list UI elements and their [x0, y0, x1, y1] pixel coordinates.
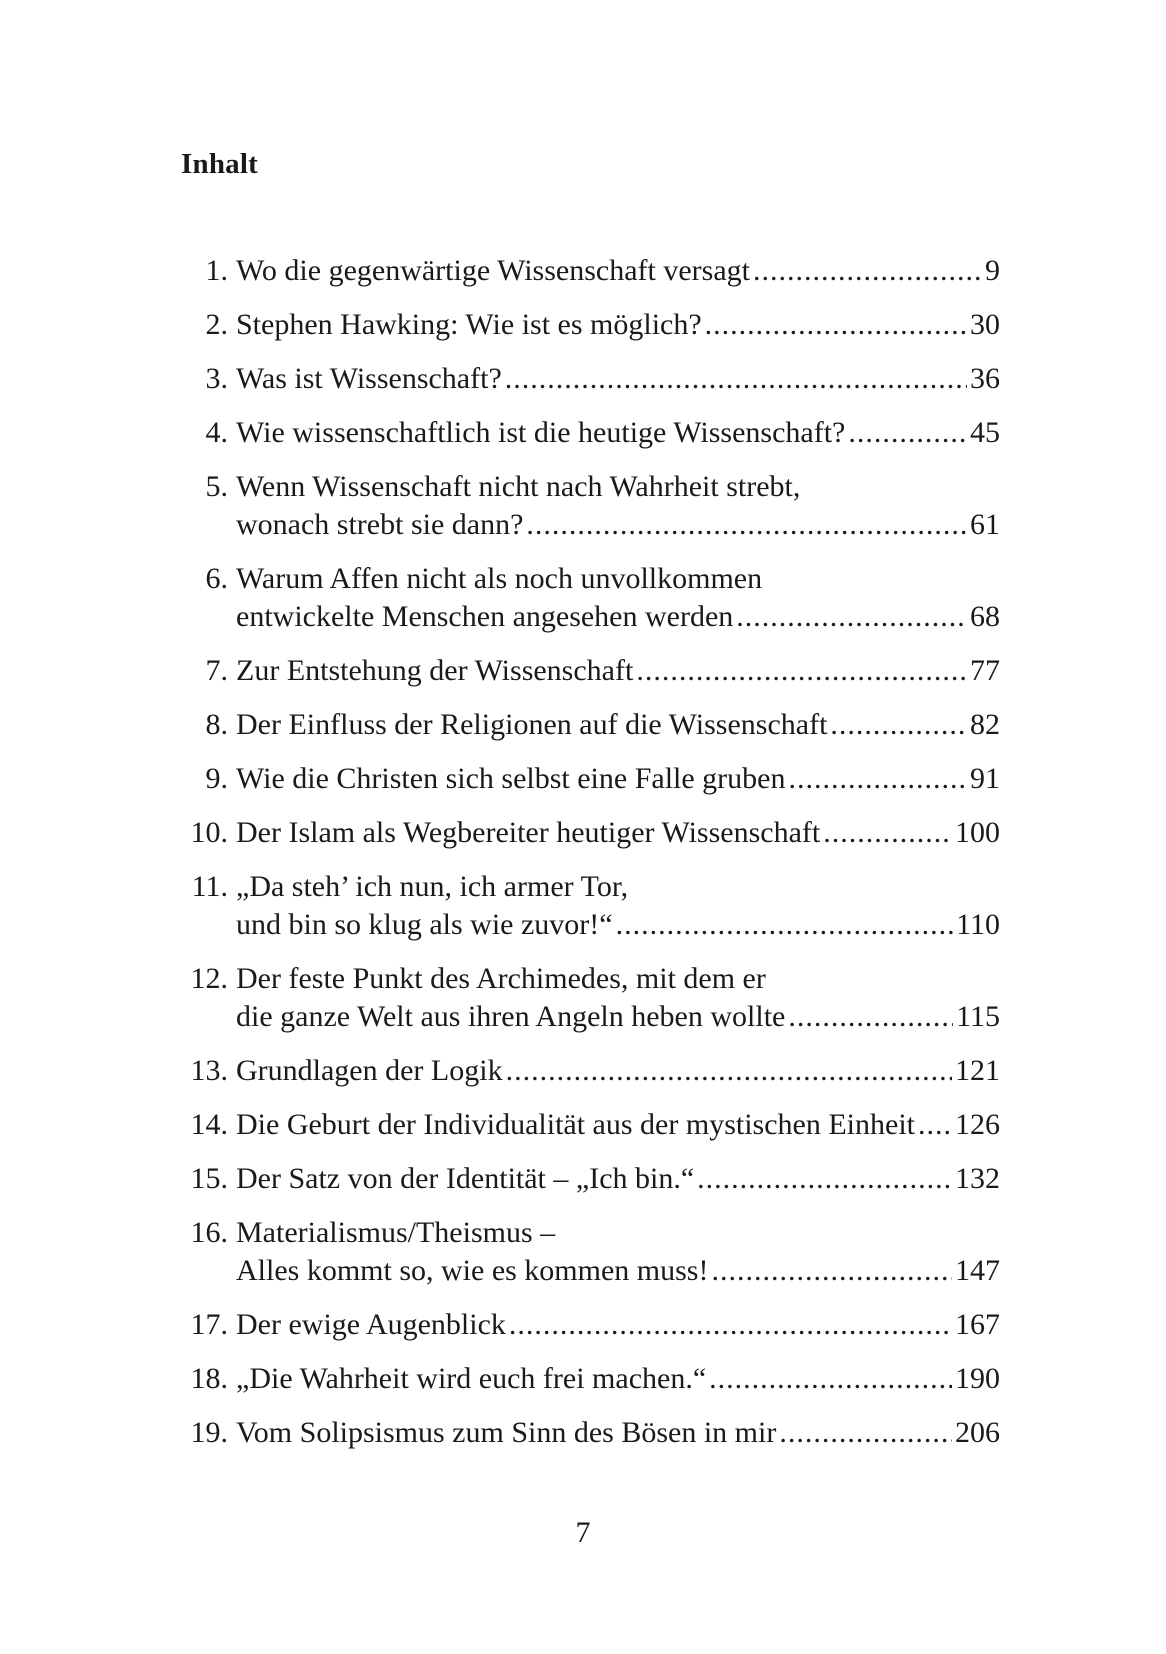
entry-page: 30: [970, 308, 1000, 341]
toc-entry: [170, 706, 1000, 744]
entry-number: 16.: [190, 1216, 228, 1249]
toc-entry: [170, 1106, 1000, 1144]
entry-page: 110: [956, 908, 1000, 941]
entry-page: 167: [955, 1308, 1000, 1341]
toc-heading: Inhalt: [181, 148, 258, 180]
entry-page: 91: [970, 762, 1000, 795]
entry-page: 82: [970, 708, 1000, 741]
dot-leader: [697, 1160, 952, 1198]
dot-leader: [705, 306, 967, 344]
entry-number: 12.: [190, 962, 228, 995]
entry-page: 126: [955, 1108, 1000, 1141]
dot-leader: [709, 1360, 952, 1398]
toc-entry: [170, 252, 1000, 290]
table-of-contents: [170, 252, 1000, 1468]
entry-page: 77: [970, 654, 1000, 687]
entry-number: 3.: [205, 362, 228, 395]
entry-number: 17.: [190, 1308, 228, 1341]
entry-number: 19.: [190, 1416, 228, 1449]
dot-leader: [830, 706, 967, 744]
entry-page: 100: [955, 816, 1000, 849]
entry-number: 14.: [190, 1108, 228, 1141]
dot-leader: [509, 1306, 952, 1344]
dot-leader: [848, 414, 967, 452]
dot-leader: [505, 360, 967, 398]
entry-title: Der Satz von der Identität – „Ich bin.“: [236, 1162, 695, 1195]
dot-leader: [753, 252, 982, 290]
dot-leader: [711, 1252, 952, 1290]
toc-entry: [170, 1414, 1000, 1452]
toc-entry: [170, 1214, 1000, 1290]
dot-leader: [779, 1414, 952, 1452]
toc-entry: [170, 1052, 1000, 1090]
entry-page: 45: [970, 416, 1000, 449]
entry-title: Wie die Christen sich selbst eine Falle gruben: [236, 762, 786, 795]
entry-number: 9.: [205, 762, 228, 795]
entry-number: 1.: [205, 254, 228, 287]
entry-title: Zur Entstehung der Wissenschaft: [236, 654, 634, 687]
dot-leader: [506, 1052, 952, 1090]
entry-title: Grundlagen der Logik: [236, 1054, 503, 1087]
entry-number: 4.: [205, 416, 228, 449]
entry-page: 121: [955, 1054, 1000, 1087]
entry-page: 206: [955, 1416, 1000, 1449]
entry-title-line-1: Der feste Punkt des Archimedes, mit dem er: [236, 962, 766, 995]
toc-entry: [170, 560, 1000, 636]
toc-entry: [170, 814, 1000, 852]
entry-page: 61: [970, 508, 1000, 541]
entry-number: 5.: [205, 470, 228, 503]
entry-title-line-1: Warum Affen nicht als noch unvollkommen: [236, 562, 763, 595]
entry-title: entwickelte Menschen angesehen werden: [236, 600, 734, 633]
entry-title: und bin so klug als wie zuvor!“: [236, 908, 613, 941]
dot-leader: [823, 814, 952, 852]
entry-number: 11.: [191, 870, 228, 903]
dot-leader: [526, 506, 967, 544]
entry-title: Der ewige Augenblick: [236, 1308, 506, 1341]
toc-entry: [170, 652, 1000, 690]
entry-page: 36: [970, 362, 1000, 395]
toc-entry: [170, 960, 1000, 1036]
entry-number: 7.: [205, 654, 228, 687]
entry-number: 2.: [205, 308, 228, 341]
toc-entry: [170, 468, 1000, 544]
entry-title: Der Einfluss der Religionen auf die Wissenschaft: [236, 708, 828, 741]
toc-entry: [170, 868, 1000, 944]
entry-title-line-1: Wenn Wissenschaft nicht nach Wahrheit strebt,: [236, 470, 801, 503]
entry-title: Vom Solipsismus zum Sinn des Bösen in mir: [236, 1416, 777, 1449]
entry-number: 13.: [190, 1054, 228, 1087]
dot-leader: [789, 760, 968, 798]
entry-title: Alles kommt so, wie es kommen muss!: [236, 1254, 709, 1287]
dot-leader: [616, 906, 954, 944]
entry-title-line-1: „Da steh’ ich nun, ich armer Tor,: [236, 870, 629, 903]
entry-page: 9: [985, 254, 1000, 287]
toc-entry: [170, 414, 1000, 452]
entry-title: Wie wissenschaftlich ist die heutige Wissenschaft?: [236, 416, 846, 449]
dot-leader: [636, 652, 967, 690]
entry-title: Was ist Wissenschaft?: [236, 362, 502, 395]
entry-page: 190: [955, 1362, 1000, 1395]
toc-entry: [170, 760, 1000, 798]
entry-title: die ganze Welt aus ihren Angeln heben wollte: [236, 1000, 786, 1033]
entry-number: 8.: [205, 708, 228, 741]
entry-title: „Die Wahrheit wird euch frei machen.“: [236, 1362, 707, 1395]
toc-entry: [170, 1160, 1000, 1198]
entry-number: 6.: [205, 562, 228, 595]
entry-title-line-1: Materialismus/Theismus –: [236, 1216, 556, 1249]
dot-leader: [788, 998, 953, 1036]
dot-leader: [918, 1106, 952, 1144]
toc-entry: [170, 360, 1000, 398]
entry-title: Stephen Hawking: Wie ist es möglich?: [236, 308, 702, 341]
entry-page: 132: [955, 1162, 1000, 1195]
toc-entry: [170, 306, 1000, 344]
entry-title: Die Geburt der Individualität aus der mystischen Einheit: [236, 1108, 915, 1141]
entry-title: Der Islam als Wegbereiter heutiger Wissenschaft: [236, 816, 821, 849]
toc-entry: [170, 1360, 1000, 1398]
entry-number: 10.: [190, 816, 228, 849]
dot-leader: [736, 598, 967, 636]
page-number: 7: [575, 1516, 591, 1549]
entry-page: 147: [955, 1254, 1000, 1287]
entry-number: 15.: [190, 1162, 228, 1195]
toc-entry: [170, 1306, 1000, 1344]
entry-page: 115: [956, 1000, 1000, 1033]
entry-page: 68: [970, 600, 1000, 633]
entry-title: Wo die gegenwärtige Wissenschaft versagt: [236, 254, 750, 287]
entry-title: wonach strebt sie dann?: [236, 508, 524, 541]
entry-number: 18.: [190, 1362, 228, 1395]
